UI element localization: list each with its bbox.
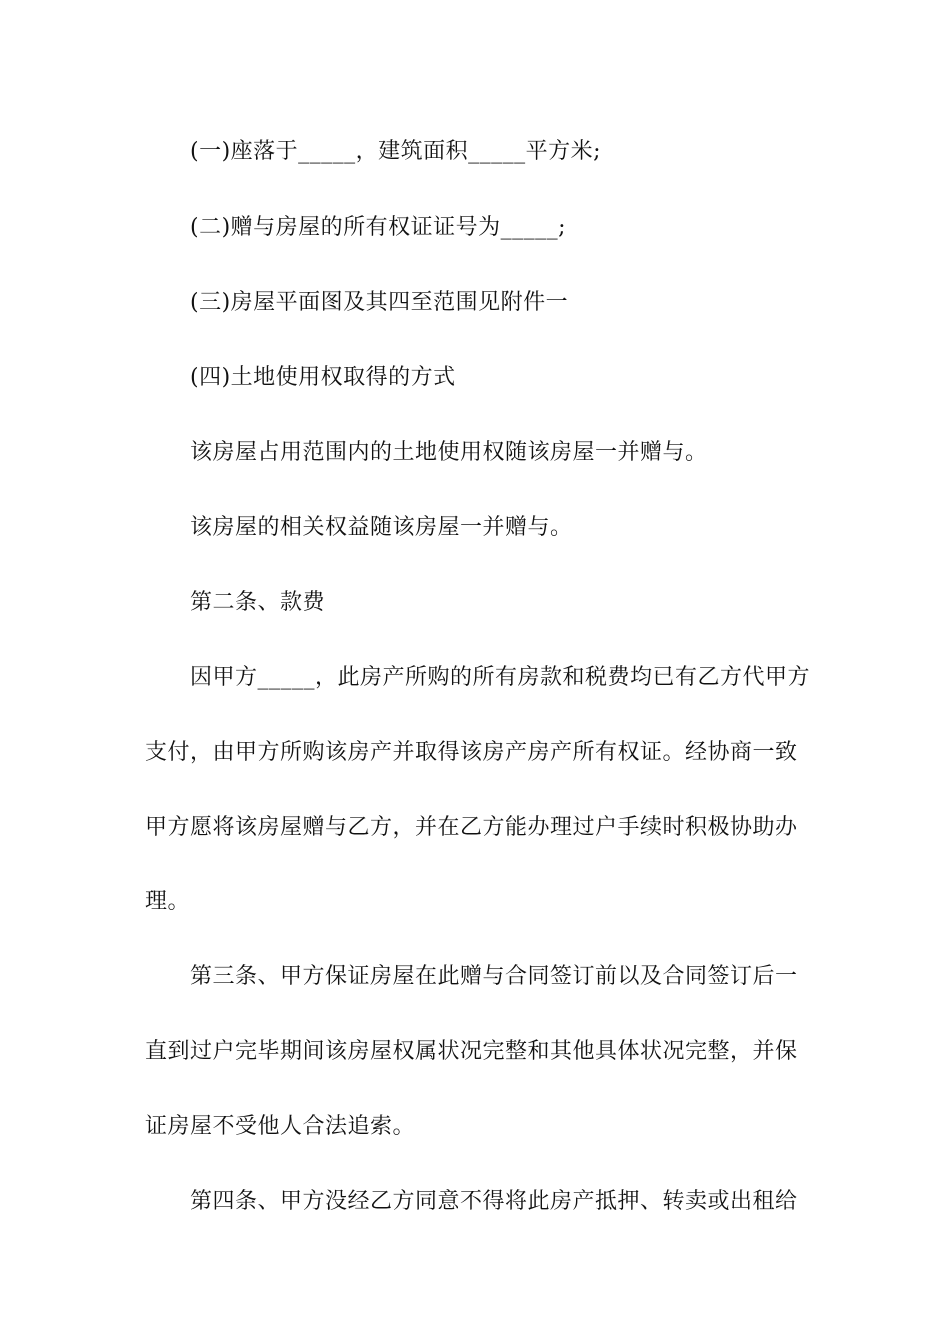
clause-4-land-use: (四)土地使用权取得的方式 bbox=[190, 365, 456, 390]
clause-3-floorplan: (三)房屋平面图及其四至范围见附件一 bbox=[190, 290, 569, 315]
article-3-text-line-1: 第三条、甲方保证房屋在此赠与合同签订前以及合同签订后一 bbox=[190, 964, 798, 989]
article-3-text-line-3: 证房屋不受他人合法追索。 bbox=[145, 1114, 416, 1139]
article-2-heading: 第二条、款费 bbox=[190, 590, 326, 615]
article-2-text-line-1: 因甲方_____，此房产所购的所有房款和税费均已有乙方代甲方 bbox=[190, 665, 811, 690]
article-2-text-line-4: 理。 bbox=[145, 889, 191, 914]
article-3-text-line-2: 直到过户完毕期间该房屋权属状况完整和其他具体状况完整，并保 bbox=[145, 1039, 798, 1064]
clause-2-certificate: (二)赠与房屋的所有权证证号为_____; bbox=[190, 215, 567, 240]
paragraph-land-gift: 该房屋占用范围内的土地使用权随该房屋一并赠与。 bbox=[190, 440, 708, 465]
clause-1-location: (一)座落于_____，建筑面积_____平方米; bbox=[190, 139, 602, 164]
article-2-text-line-2: 支付，由甲方所购该房产并取得该房产房产所有权证。经协商一致 bbox=[145, 740, 798, 765]
article-4-text-line-1: 第四条、甲方没经乙方同意不得将此房产抵押、转卖或出租给 bbox=[190, 1189, 798, 1214]
article-2-text-line-3: 甲方愿将该房屋赠与乙方，并在乙方能办理过户手续时积极协助办 bbox=[145, 815, 798, 840]
paragraph-rights-gift: 该房屋的相关权益随该房屋一并赠与。 bbox=[190, 515, 573, 540]
